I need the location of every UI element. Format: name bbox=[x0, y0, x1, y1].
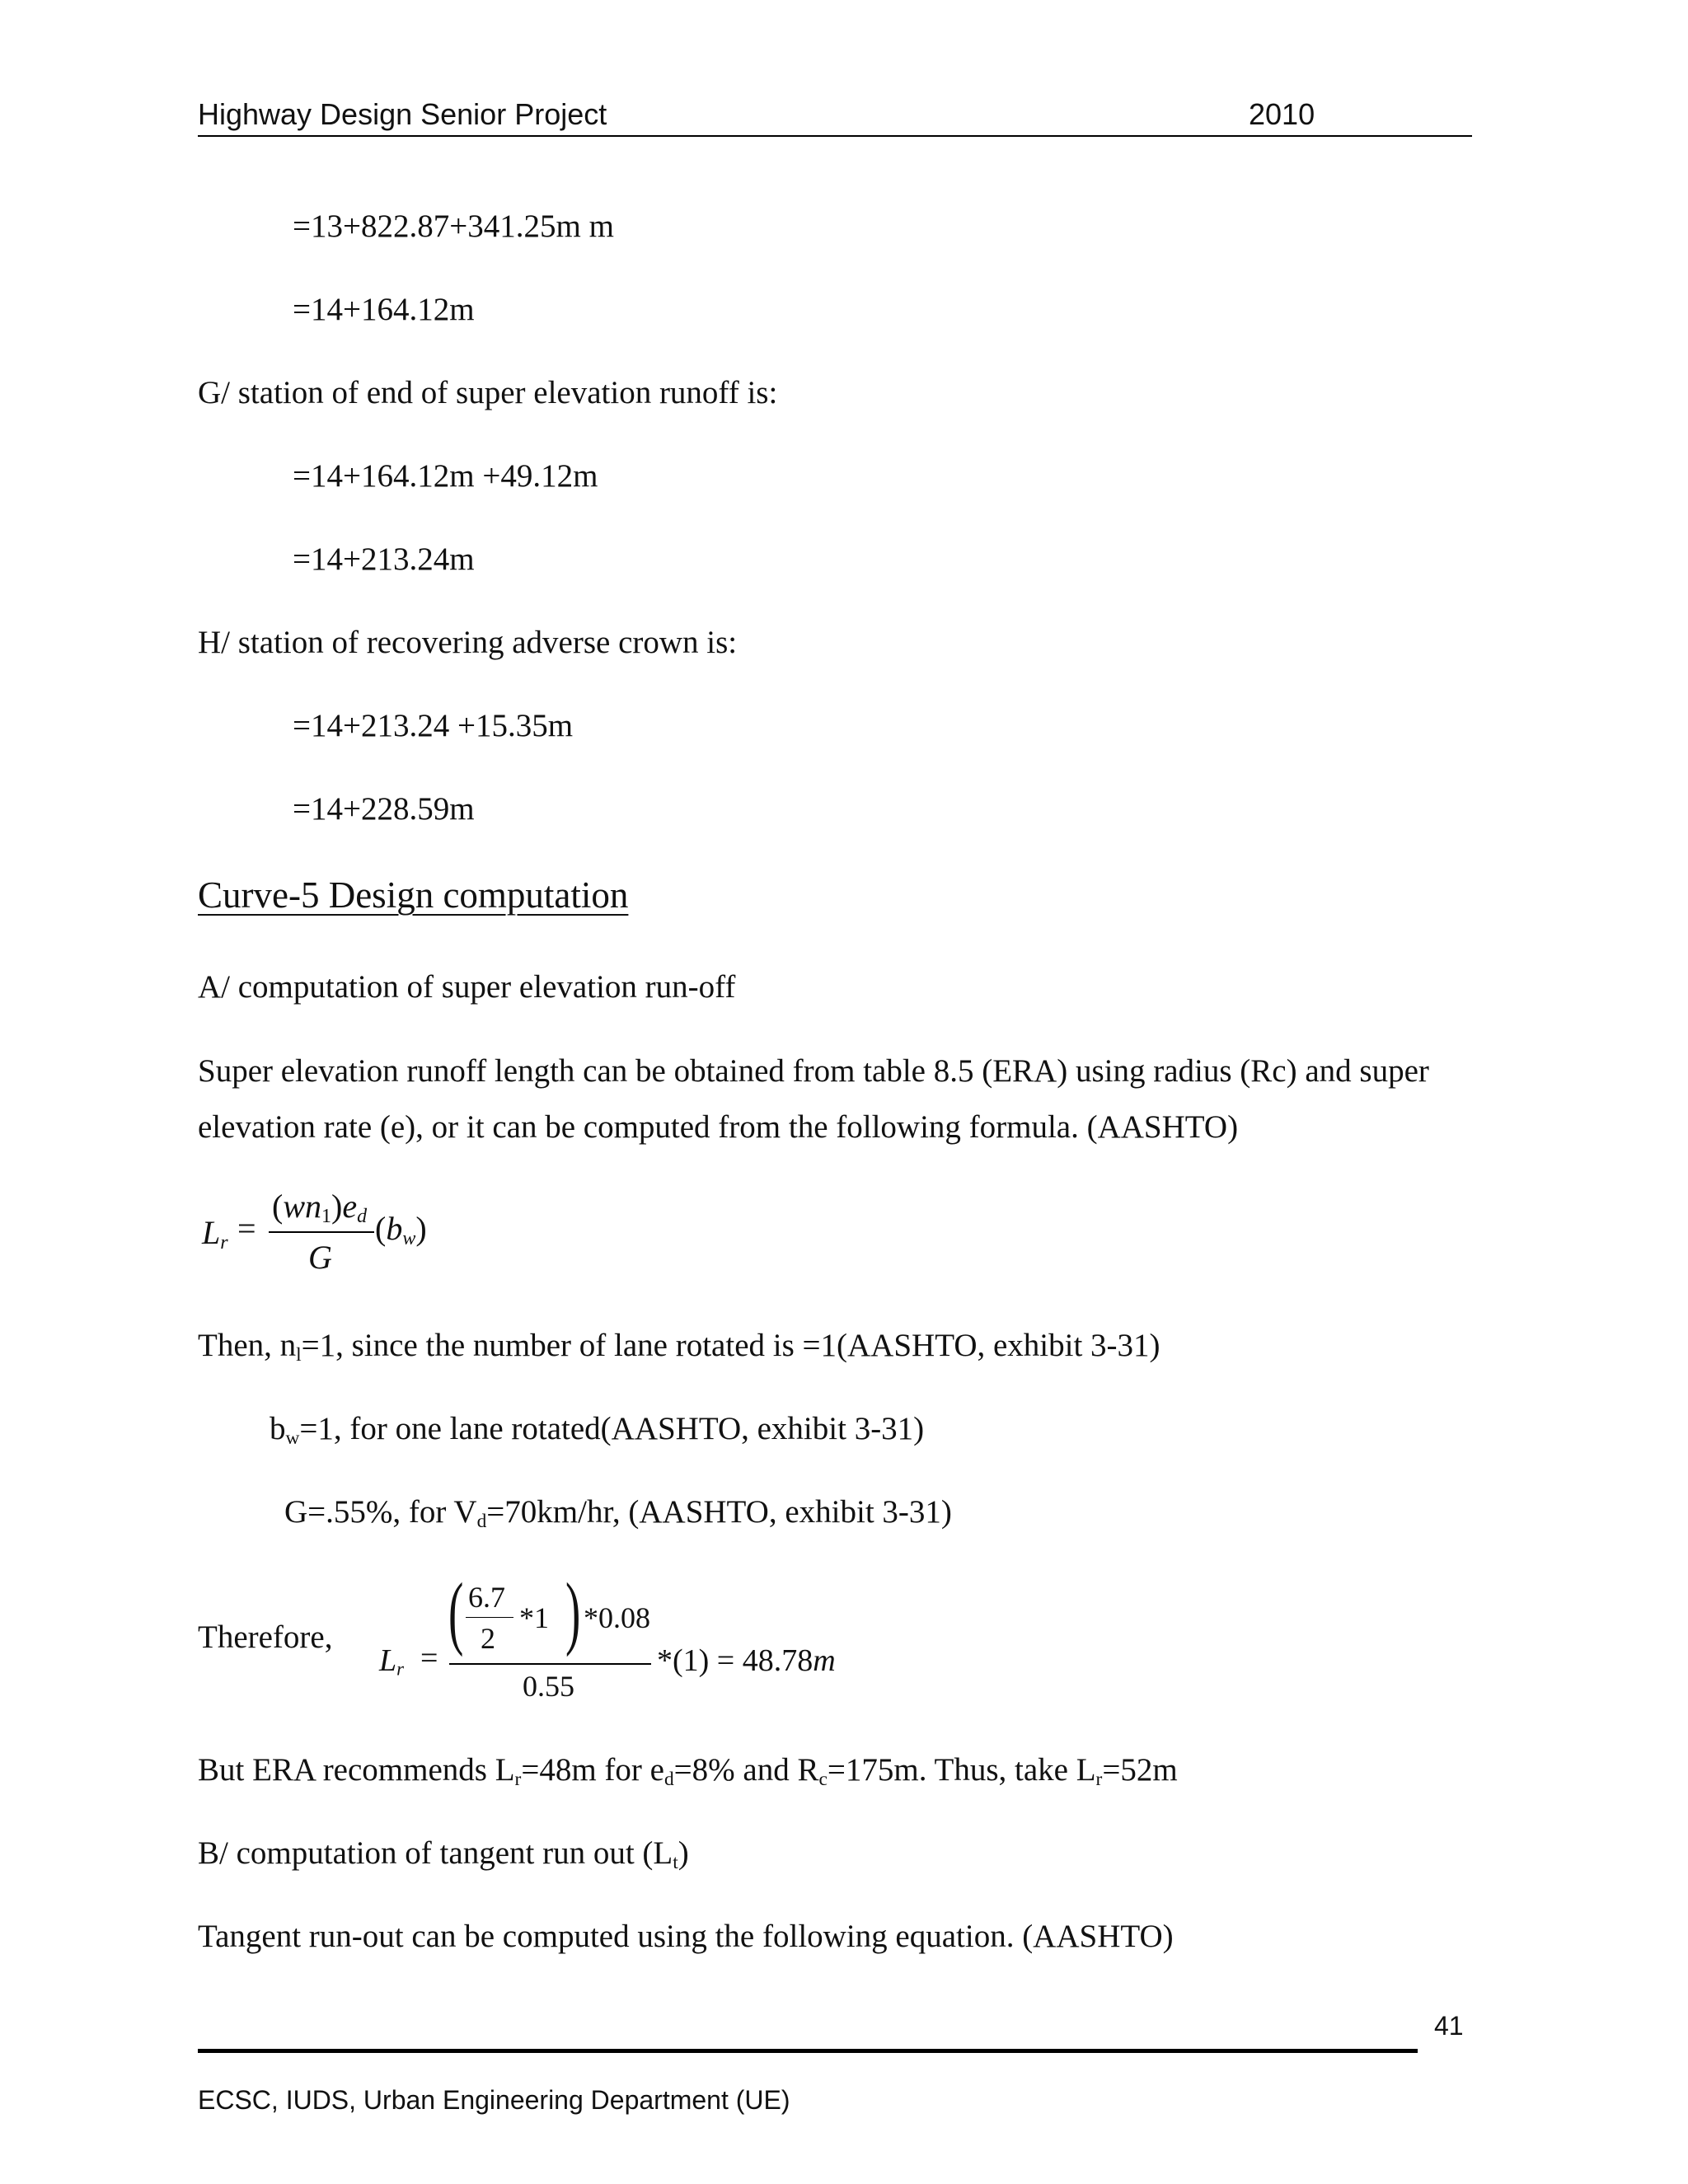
paragraph-line: elevation rate (e), or it can be computed from the following formula. (AASHTO) bbox=[198, 1109, 1239, 1145]
page-number: 41 bbox=[1434, 2011, 1464, 2041]
grade-line: G=.55%, for $V_d=70km/hr$, (AASHTO, exhibit 3-31) bbox=[284, 1494, 952, 1532]
tangent-text: Tangent run-out can be computed using the following equation. (AASHTO) bbox=[198, 1919, 1174, 1954]
station-line: =14+213.24m bbox=[293, 541, 475, 577]
calc-num-top: 6.7 bbox=[468, 1581, 505, 1614]
calc-lhs: $L_r$ bbox=[379, 1643, 405, 1680]
section-heading: Curve-5 Design computation bbox=[198, 874, 629, 916]
station-line: =14+228.59m bbox=[293, 791, 475, 827]
station-line: =14+213.24 +15.35m bbox=[293, 708, 574, 743]
formula-denominator: G bbox=[308, 1239, 332, 1276]
formula-equals: = bbox=[237, 1210, 256, 1247]
calc-times-e: *0.08 bbox=[584, 1601, 650, 1634]
station-line: =13+822.87+341.25m m bbox=[293, 209, 614, 244]
h-label: H/ station of recovering adverse crown is: bbox=[198, 625, 738, 660]
calc-result: *(1) = 48.78m bbox=[657, 1643, 836, 1678]
calc-num-bottom: 2 bbox=[481, 1622, 495, 1655]
calc-paren-left: ( bbox=[448, 1566, 464, 1657]
formula-lhs: $L_r$ bbox=[202, 1214, 228, 1254]
era-recommendation: But ERA recommends $L_r=48m$ for $e_d=8\%$ and $R_c=175m$. Thus, take $L_r=52m$ bbox=[198, 1752, 1178, 1790]
header-year: 2010 bbox=[1249, 97, 1315, 131]
fraction-bar bbox=[269, 1231, 374, 1233]
g-label: G/ station of end of super elevation runoff is: bbox=[198, 375, 778, 410]
header-rule bbox=[198, 135, 1472, 137]
n1-line: Then, $n_l=1$, since the number of lane rotated is =1(AASHTO, exhibit 3-31) bbox=[198, 1328, 1160, 1366]
main-fraction-bar bbox=[449, 1663, 651, 1665]
calc-equals: = bbox=[420, 1641, 438, 1675]
bw-line: $b_w=1$, for one lane rotated(AASHTO, exhibit 3-31) bbox=[270, 1411, 925, 1449]
header-title: Highway Design Senior Project bbox=[198, 97, 607, 131]
calc-denominator: 0.55 bbox=[523, 1670, 574, 1703]
station-line: =14+164.12m bbox=[293, 292, 475, 327]
station-line: =14+164.12m +49.12m bbox=[293, 458, 598, 494]
therefore-label: Therefore, bbox=[198, 1619, 333, 1655]
formula-factor: $(b_w)$ bbox=[375, 1210, 427, 1249]
footer-rule bbox=[198, 2049, 1418, 2053]
calc-times-one: *1 bbox=[519, 1601, 549, 1634]
inner-fraction-bar bbox=[466, 1617, 513, 1618]
formula-numerator: $(wn_1)e_d$ bbox=[272, 1188, 368, 1227]
footer-department: ECSC, IUDS, Urban Engineering Department (UE) bbox=[198, 2085, 790, 2115]
b-label: B/ computation of tangent run out $(L_t)$ bbox=[198, 1835, 689, 1873]
paragraph-line: Super elevation runoff length can be obtained from table 8.5 (ERA) using radius (Rc) and super bbox=[198, 1053, 1429, 1089]
calc-paren-right: ) bbox=[565, 1566, 581, 1657]
a-label: A/ computation of super elevation run-off bbox=[198, 969, 736, 1005]
